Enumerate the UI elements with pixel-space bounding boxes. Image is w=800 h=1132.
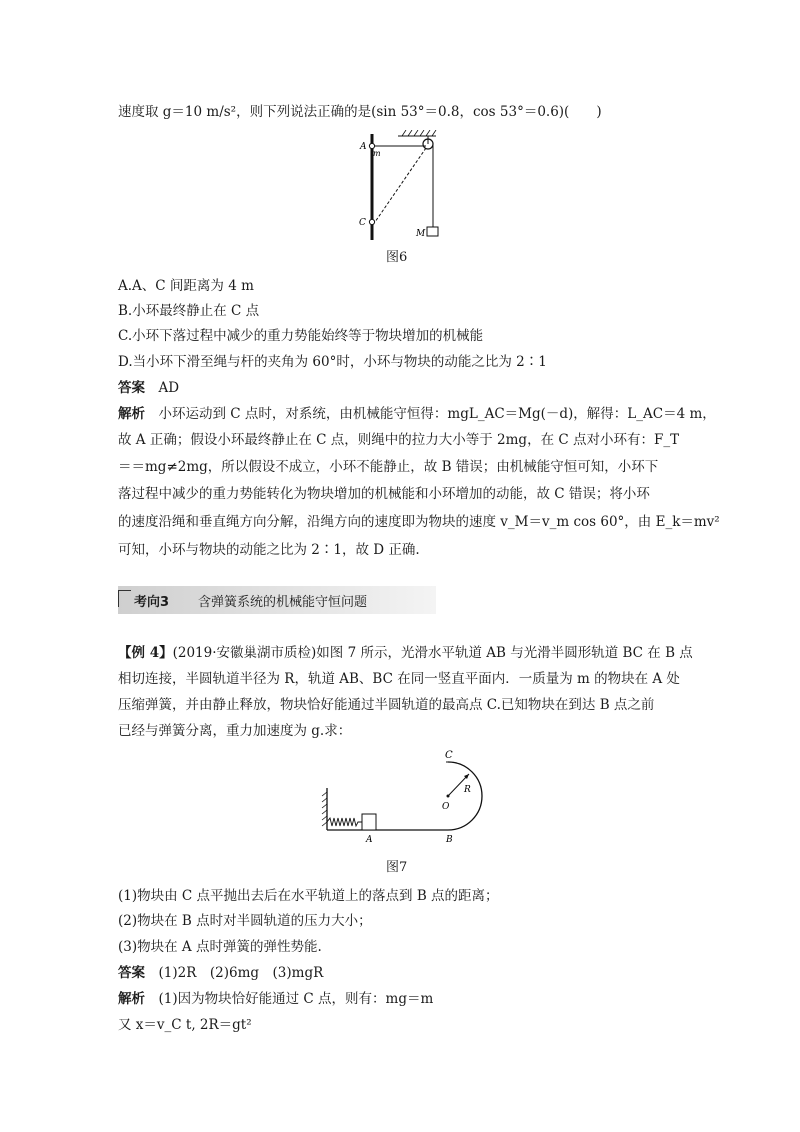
q2-stem-line-3: 压缩弹簧，并由静止释放，物块恰好能通过半圆轨道的最高点 C.已知物块在到达 B 点之前 [118,697,655,713]
figure-6-caption: 图6 [386,250,408,265]
q1-analysis-line-1: 解析 小环运动到 C 点时，对系统，由机械能守恒得：mgL_AC＝Mg(－d)，解得：L_AC＝4 m， [118,406,716,422]
section-title: 含弹簧系统的机械能守恒问题 [198,595,368,610]
q1-analysis-line-3: ＝＝mg≠2mg，所以假设不成立，小环不能静止，故 B 错误；由机械能守恒可知，小环下 [118,459,659,475]
fig7-label-c: C [445,750,453,761]
q2-question-2: (2)物块在 B 点时对半圆轨道的压力大小； [118,913,372,929]
q1-analysis-line-6: 可知，小环与物块的动能之比为 2∶1，故 D 正确. [118,542,420,558]
q1-analysis-line-4: 落过程中减少的重力势能转化为物块增加的机械能和小环增加的动能，故 C 错误；将小环 [118,486,650,502]
label-big-m: M [416,229,426,239]
q1-answer: 答案 AD [118,380,180,396]
section-header [118,586,436,614]
fig7-label-b: B [446,835,453,845]
label-m: m [373,149,381,158]
option-c: C.小环下落过程中减少的重力势能始终等于物块增加的机械能 [118,328,484,344]
q2-question-1: (1)物块由 C 点平抛出去后在水平轨道上的落点到 B 点的距离； [118,888,499,904]
label-a: A [360,142,367,152]
semicircle-track [448,762,482,830]
section-tag: 考向3 [134,595,170,610]
fig7-label-o: O [442,802,450,812]
fig7-label-r: R [464,785,471,795]
block-m [427,227,438,236]
figure-7-caption: 图7 [386,860,408,875]
q1-analysis-line-2: 故 A 正确；假设小环最终静止在 C 点，则绳中的拉力大小等于 2mg，在 C 点对小环有：F_T [118,432,680,448]
q2-stem-line-4: 已经与弹簧分离，重力加速度为 g.求： [118,723,352,739]
figure-6 [340,130,460,245]
option-b: B.小环最终静止在 C 点 [118,303,260,319]
q2-stem-line-1: 【例 4】(2019·安徽巢湖市质检)如图 7 所示，光滑水平轨道 AB 与光滑半圆形轨道 BC 在 B 点 [118,645,693,661]
q2-stem-line-2: 相切连接，半圆轨道半径为 R，轨道 AB、BC 在同一竖直平面内．一质量为 m 的物块在 A 处 [118,671,680,687]
q2-analysis-line-1: 解析 (1)因为物块恰好能通过 C 点，则有：mg＝m [118,991,434,1007]
fig7-label-a: A [366,835,373,845]
q1-intro: 速度取 g＝10 m/s²，则下列说法正确的是(sin 53°＝0.8，cos 53°＝0.6)( ) [118,104,602,120]
rope-dashed [375,148,426,222]
spring [327,818,362,826]
option-d: D.当小环下滑至绳与杆的夹角为 60°时，小环与物块的动能之比为 2∶1 [118,354,547,370]
option-a: A.A、C 间距离为 4 m [118,278,254,294]
q2-answer: 答案 (1)2R (2)6mg (3)mgR [118,965,324,981]
q2-analysis-line-2: 又 x＝v_C t, 2R＝gt² [118,1017,252,1033]
q2-question-3: (3)物块在 A 点时弹簧的弹性势能. [118,939,322,955]
label-c: C [359,218,366,228]
q1-analysis-line-5: 的速度沿绳和垂直绳方向分解，沿绳方向的速度即为物块的速度 v_M＝v_m cos 60°，由 E_k＝mv² [118,514,720,530]
figure-7 [318,748,498,848]
block-a [362,814,376,830]
